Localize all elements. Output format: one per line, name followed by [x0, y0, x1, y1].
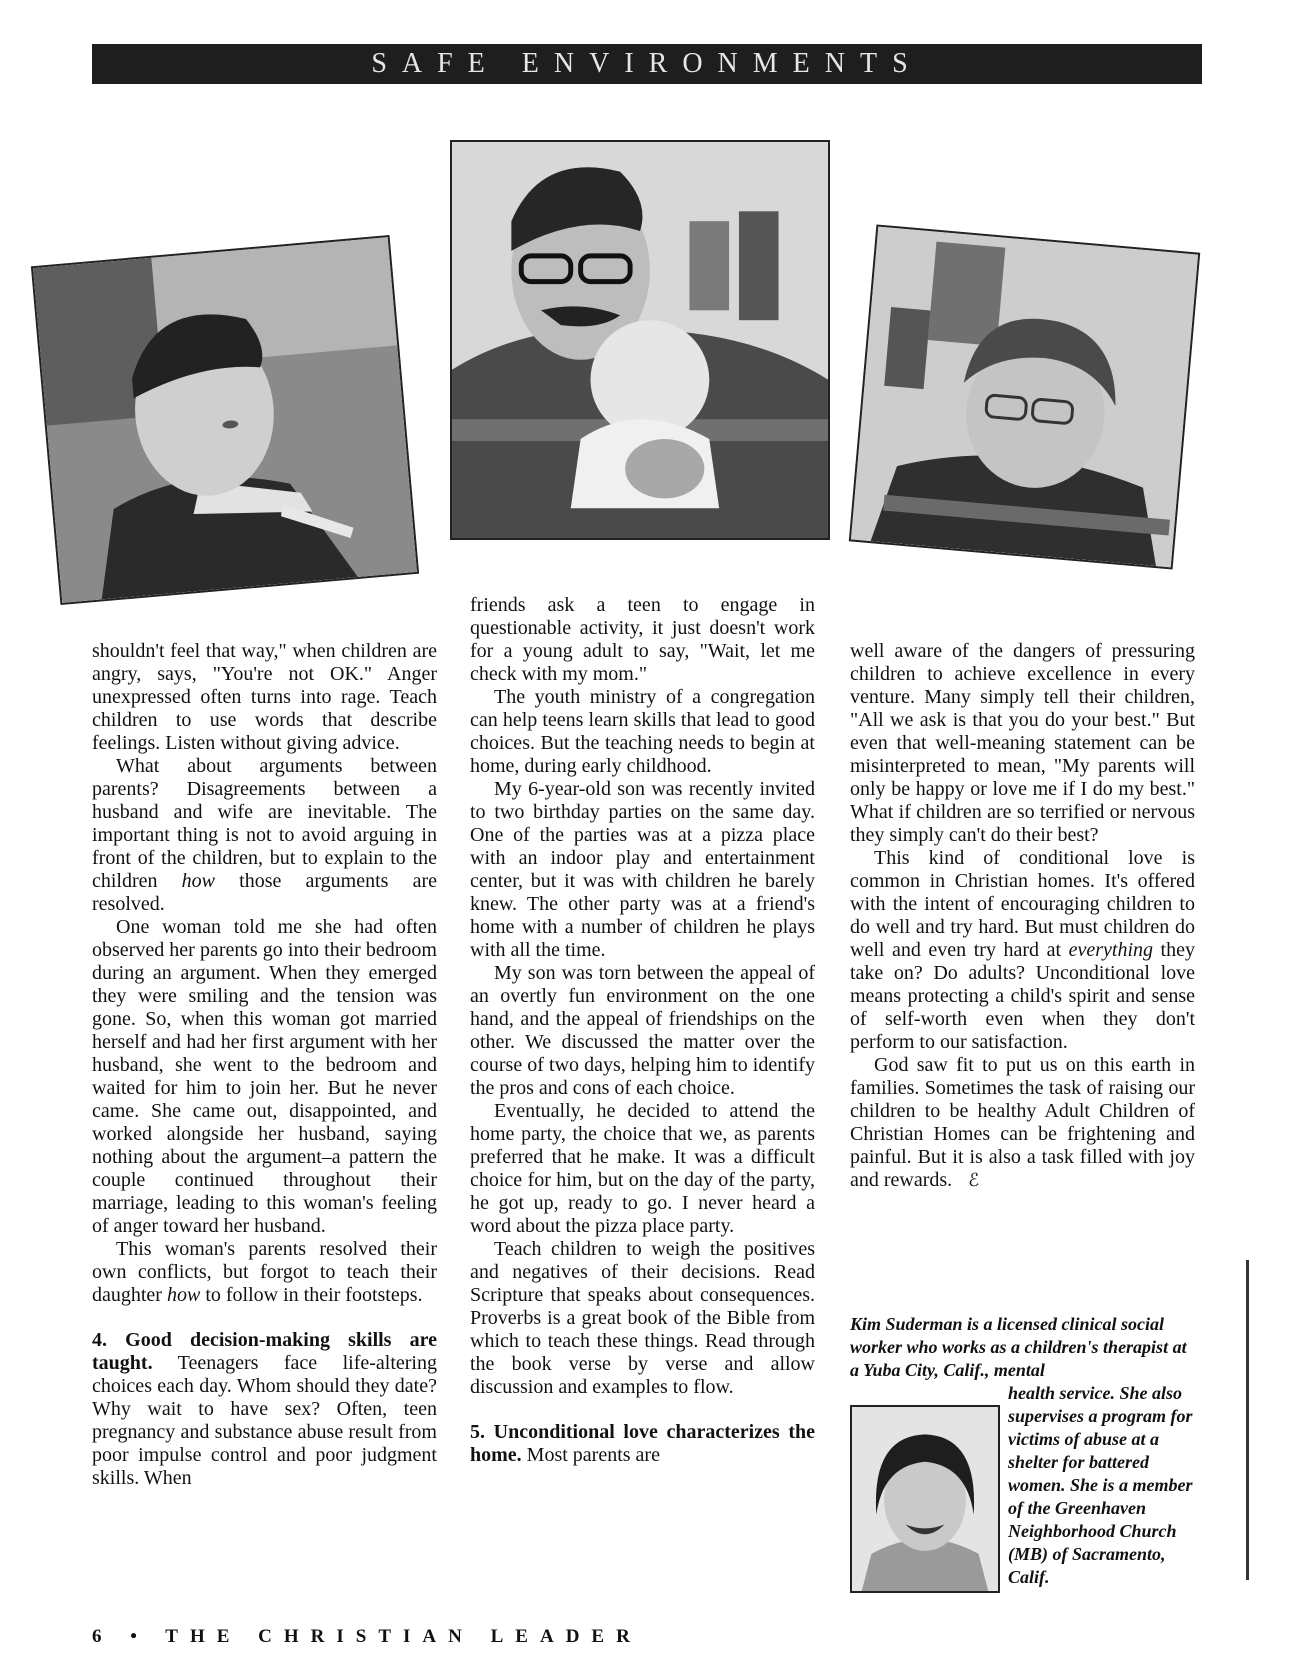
- section-header-bar: [92, 44, 1202, 84]
- column-3-paragraph-3-text: God saw fit to put us on this earth in families. Sometimes the task of raising our children to be healthy Adult Children of Christian Homes can be frightening and painful. But it is also a task filled with joy and rewards.: [850, 1054, 1195, 1191]
- author-bio-rest: health service. She also supervises a program for victims of abuse at a shelter for battered women. She is a member of the Greenhaven Neighborhood Church (MB) of Sacramento, Calif.: [1008, 1383, 1193, 1587]
- photo-boy-image: [33, 237, 417, 603]
- section-4-heading: 4. Good decision-making skills are taught.: [92, 1329, 437, 1374]
- photo-woman: [849, 224, 1200, 569]
- author-photo: [850, 1405, 1000, 1593]
- column-1-paragraph-2-text-b: those arguments are resolved.: [92, 870, 437, 915]
- column-3-paragraph-2: [850, 847, 1195, 1054]
- column-1-paragraph-4: [92, 1238, 437, 1307]
- photo-woman-image: [851, 227, 1198, 568]
- page-footer: 6 • THE CHRISTIAN LEADER: [92, 1626, 642, 1647]
- column-3-paragraph-1: well aware of the dangers of pressuring children to achieve excellence in every venture. Many simply tell their children, "All we ask is that you do your best." But even that well-meaning statement can be misinterpreted to mean, "My parents will only be happy or love me if I do my best." What if children are so terrified or nervous they simply can't do their best?: [850, 640, 1195, 846]
- column-1-paragraph-4-text-a: This woman's parents resolved their own conflicts, but forgot to teach their daughter: [92, 1238, 437, 1306]
- column-3-paragraph-2-text-b: they take on? Do adults? Unconditional love means protecting a child's spirit and sense of self-worth even when they don't perform to our satisfaction.: [850, 939, 1195, 1053]
- column-2-paragraph-4: My son was torn between the appeal of an overtly fun environment on the one hand, and the appeal of friendships on the other. We discussed the matter over the course of two days, helping him to identify the pros and cons of each choice.: [470, 962, 815, 1099]
- column-1-paragraph-2-emphasis: how: [181, 870, 216, 892]
- column-1-paragraph-2-text-a: What about arguments between parents? Disagreements between a husband and wife are inevitable. The important thing is not to avoid arguing in front of the children, but to explain to the children: [92, 755, 437, 892]
- author-bio: [850, 1313, 1195, 1382]
- column-1-paragraph-4-emphasis: how: [166, 1284, 201, 1306]
- section-header-title: SAFE ENVIRONMENTS: [371, 48, 923, 79]
- section-5-text: Most parents are: [521, 1444, 660, 1466]
- column-3-paragraph-3: [850, 1054, 1195, 1192]
- column-1-paragraph-4-text-b: to follow in their footsteps.: [200, 1284, 423, 1306]
- column-1-paragraph-3: One woman told me she had often observed her parents go into their bedroom during an argument. When they emerged they were smiling and the tension was gone. So, when this woman got married herself and had her first argument with her husband, she went to the bedroom and waited for him to join her. But he never came. She came out, disappointed, and worked alongside her husband, saying nothing about the argument–a pattern the couple continued throughout their marriage, leading to this woman's feeling of anger toward her husband.: [92, 916, 437, 1237]
- author-photo-image: [852, 1407, 998, 1591]
- column-2-paragraph-5: Eventually, he decided to attend the home party, the choice that we, as parents preferred that he make. It was a difficult choice for him, but on the day of the party, he got up, ready to go. I never heard a word about the pizza place party.: [470, 1100, 815, 1237]
- photo-father-baby-image: [452, 142, 828, 538]
- end-of-article-icon: ℰ: [968, 1170, 980, 1190]
- column-1-paragraph-2: [92, 755, 437, 916]
- section-5-heading: 5. Unconditional love characterizes the home.: [470, 1421, 815, 1466]
- column-2-paragraph-2: The youth ministry of a congregation can help teens learn skills that lead to good choices. But the teaching needs to begin at home, during early childhood.: [470, 686, 815, 777]
- author-bio-first-lines: Kim Suderman is a licensed clinical social worker who works as a children's therapist at a Yuba City, Calif., mental: [850, 1314, 1187, 1380]
- column-3-paragraph-2-emphasis: everything: [1068, 939, 1153, 961]
- column-2-paragraph-3: My 6-year-old son was recently invited to two birthday parties on the same day. One of the parties was at a pizza place with an indoor play and entertainment center, but it was with children he barely knew. The other party was at a friend's home with a number of children he plays with all the time.: [470, 778, 815, 961]
- column-1-paragraph-1: shouldn't feel that way," when children are angry, says, "You're not OK." Anger unexpressed often turns into rage. Teach children to use words that describe feelings. Listen without giving advice.: [92, 640, 437, 754]
- column-2-paragraph-1: friends ask a teen to engage in questionable activity, it just doesn't work for a young adult to say, "Wait, let me check with my mom.": [470, 594, 815, 685]
- bio-side-rule: [1246, 1260, 1249, 1580]
- section-4-text: Teenagers face life-altering choices each day. Whom should they date? Why wait to have sex? Often, teen pregnancy and substance abuse result from poor impulse control and poor judgment skills. When: [92, 1352, 437, 1489]
- article-column-1: [92, 640, 437, 1490]
- article-column-2: [470, 594, 815, 1467]
- photo-boy: [31, 235, 419, 605]
- photo-father-baby: [450, 140, 830, 540]
- article-column-3: [850, 640, 1195, 1192]
- column-3-paragraph-2-text-a: This kind of conditional love is common in Christian homes. It's offered with the intent of encouraging children to do well and try hard. But must children do well and even try hard at: [850, 847, 1195, 961]
- column-2-paragraph-6: Teach children to weigh the positives and negatives of their decisions. Read Scripture that speaks about consequences. Proverbs is a great book of the Bible from which to teach these things. Read through the book verse by verse and allow discussion and examples to flow.: [470, 1238, 815, 1398]
